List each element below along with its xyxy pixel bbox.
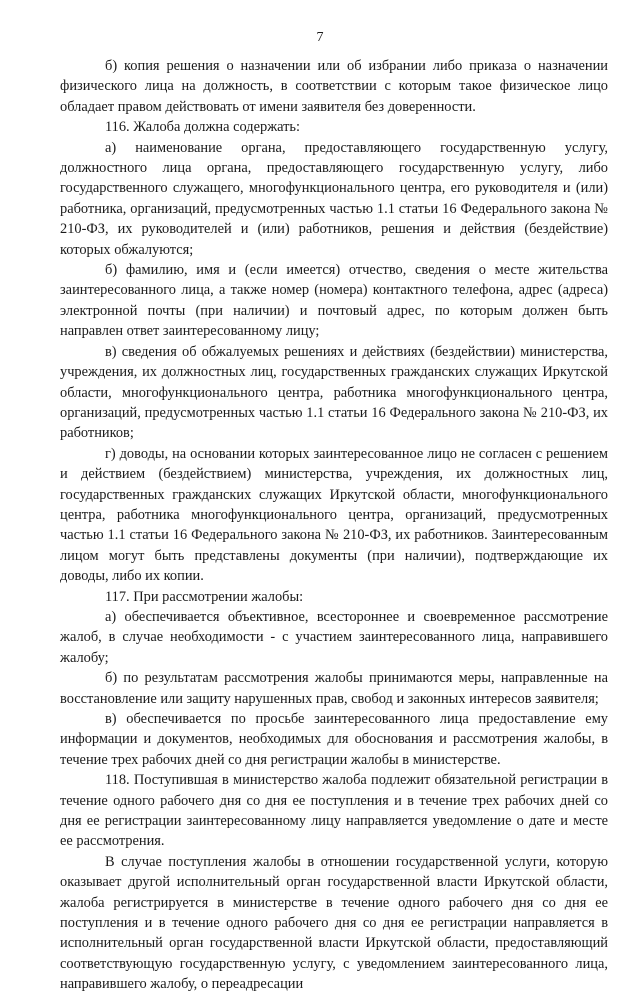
paragraph: г) доводы, на основании которых заинтересованное лицо не согласен с решением и действием (бездействием) министерства, учреждения, их должностных лиц, государственных гражданских служащих Иркутской области, многофункционального центра, работника многофункционального центра, организаций, предусмотренных частью 1.1 статьи 16 Федерального закона № 210-ФЗ, их работников. Заинтересованным лицом могут быть представлены документы (при наличии), подтверждающие их доводы, либо их копии. [60,445,608,585]
paragraph: а) наименование органа, предоставляющего государственную услугу, должностного лица органа, предоставляющего государственную услугу, либо государственного служащего, многофункционального центра, его руководителя и (или) работника, организаций, предусмотренных частью 1.1 статьи 16 Федерального закона № 210-ФЗ, их руководителей и (или) работников, решения и действия (бездействие) которых обжалуются; [60,139,608,258]
section-heading: 116. Жалоба должна содержать: [105,119,300,136]
paragraph: б) по результатам рассмотрения жалобы принимаются меры, направленные на восстановление или защиту нарушенных прав, свобод и законных интересов заявителя; [60,670,608,707]
paragraph: а) обеспечивается объективное, всестороннее и своевременное рассмотрение жалоб, в случае необходимости - с участием заинтересованного лица, направившего жалобу; [60,608,608,666]
paragraph: в) сведения об обжалуемых решениях и действиях (бездействии) министерства, учреждения, их должностных лиц, государственных гражданских служащих Иркутской области, многофункционального центра, работника многофункционального центра, организаций, предусмотренных частью 1.1 статьи 16 Федерального закона № 210-ФЗ, их работников; [60,343,608,442]
paragraph: в) обеспечивается по просьбе заинтересованного лица предоставление ему информации и документов, необходимых для обоснования и рассмотрения жалобы, в течение трех рабочих дней со дня регистрации жалобы в министерстве. [60,711,608,768]
paragraph: б) копия решения о назначении или об избрании либо приказа о назначении физического лица на должность, в соответствии с которым такое физическое лицо обладает правом действовать от имени заявителя без доверенности. [60,58,608,115]
paragraph: В случае поступления жалобы в отношении государственной услуги, которую оказывает другой исполнительный орган государственной власти Иркутской области, жалоба регистрируется в министерстве в течение одного рабочего дня со дня ее поступления и в течение одного рабочего дня со дня ее регистрации направляется в исполнительный орган государственной власти Иркутской области, предоставляющий соответствующую государственную услугу, с уведомлением заинтересованного лица, направившего жалобу, о переадресации [60,853,608,993]
paragraph: 118. Поступившая в министерство жалоба подлежит обязательной регистрации в течение одного рабочего дня со дня ее поступления и в течение трех рабочих дней со дня ее регистрации заинтересованному лицу направляется уведомление о дате и месте ее рассмотрения. [60,772,608,850]
section-heading: 117. При рассмотрении жалобы: [105,588,304,605]
page-number: 7 [316,30,324,45]
paragraph: б) фамилию, имя и (если имеется) отчество, сведения о месте жительства заинтересованного лица, а также номер (номера) контактного телефона, адрес (адреса) электронной почты (при наличии) и почтовый адрес, по которым должен быть направлен ответ заинтересованному лицу; [60,262,608,340]
document-body [60,56,608,995]
